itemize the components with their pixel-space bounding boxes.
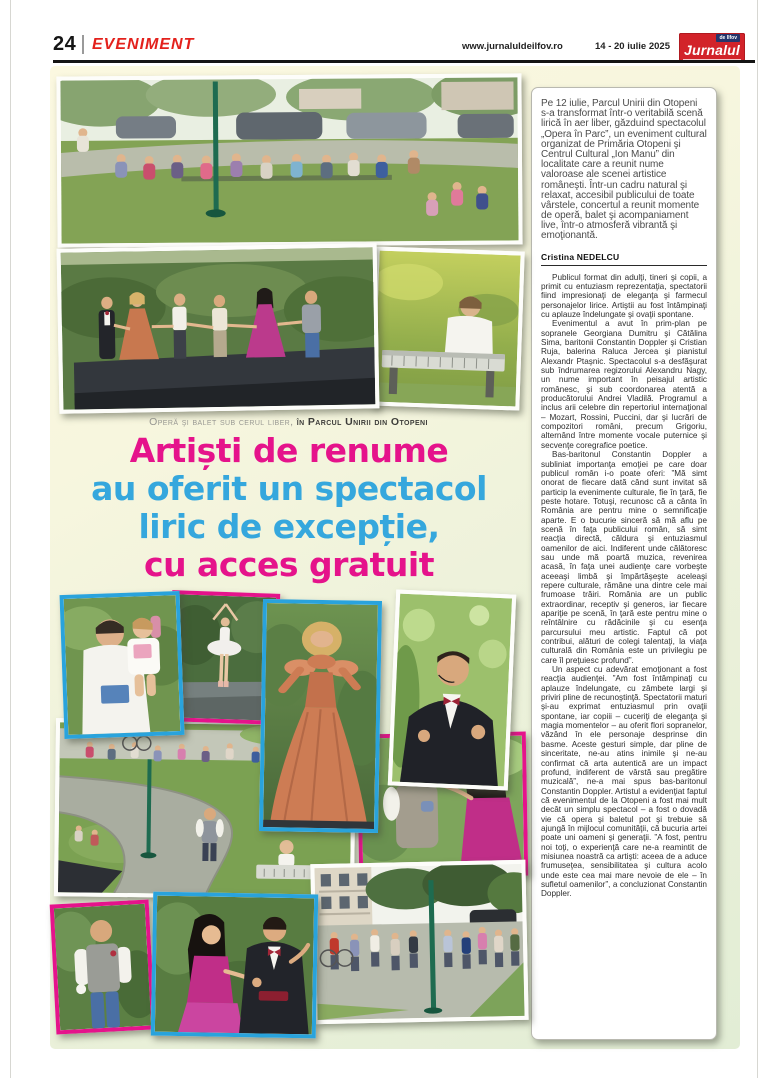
photo-man-with-child [60,591,185,739]
right-edge-line [757,0,758,1078]
headline-line: cu acces gratuit [144,545,434,584]
issue-date: 14 - 20 iulie 2025 [595,41,670,52]
article-byline: Cristina NEDELCU [541,252,707,266]
photo-pianist [370,246,524,410]
photo-soprano-coral-gown [259,599,382,833]
page-number: 24 [53,33,77,55]
headline-line: Artiști de renume [129,431,449,470]
photo-bald-singer-vest [50,899,156,1034]
newspaper-logo [679,33,745,61]
section-title: EVENIMENT [92,36,195,53]
article-paragraph: Evenimentul a avut în prim-plan pe sopranele Georgiana Dumitru şi Cătălina Sima, baritonii Constantin Doppler şi Cristian Ruja, balerina Raluca Jercea şi pianistul Alexandr Ptaşnic. Spectacolul s-a desfăşurat sub îndrumarea regizorului Alexandru Nagy, un nume important în peisajul artistic românesc, şi sub coordonarea atentă a producătorului Andrei Vladilă. Programul a inclus arii celebre din repertoriul internaţional – Mozart, Rossini, Puccini, dar şi lucrări de compozitori români, precum Grigoriu, alternând între momente vocale puternice şi secvenţe coregrafice poetice. [541,319,707,450]
photo-duet-holding-hands [151,892,318,1039]
photo-audience-seated [56,73,522,247]
article-paragraph: Bas-baritonul Constantin Doppler a subliniat importanţa emoţiei pe care doar publicul român i-o poate oferi: ”Mă simt onorat de fiecare dată când sunt invitat să particip la evenimente culturale, fie în ţară, fie peste hotare. Totuşi, recunosc că a cânta în România are pentru mine o semnificaţie aparte. E o bucurie sinceră să mă aflu pe scenă în faţa publicului român, să simt reacţia directă, căldura şi entuziasmul oamenilor de aici. Indiferent unde călătoresc sau unde mă poartă muzica, revenirea acasă, în faţa unei audienţe care vorbeşte aceeaşi limbă şi împărtăşeşte aceleaşi repere culturale, rămâne una dintre cele mai frumoase trăiri. România are un public extraordinar, receptiv şi generos, iar fiecare apariţie pe scenă, în ţară este pentru mine o reîntâlnire cu rădăcinile şi cu esenţa parcursului meu artistic. Faptul că pot contribui, alături de colegi talentaţi, la viaţa culturală din România este un privilegiu pe care îl preţuiesc profund”. [541,450,707,665]
photo-stage-bow [57,243,380,414]
header-rule [53,60,755,63]
photo-caption [55,416,522,428]
article-body [541,273,707,899]
article-paragraph: Un aspect cu adevărat emoţionant a fost reacţia audienţei. ”Am fost întâmpinaţi cu aplauze îndelungate, cu zâmbete largi şi priviri pline de recunoştinţă. Spectatorii maturi şi-au exprimat entuziasmul prin ovaţii spontane, iar copiii – cuceriţi de eleganţa şi magia momentelor – au oferit flori sopranelor, văzând în ele personaje desprinse din basme. Aceste gesturi simple, dar pline de sinceritate, ne-au atins inimile şi ne-au confirmat că arta autentică are un impact profund, indiferent de vârstă sau pregătire muzicală”, ne-a mai spus bas-baritonul Constantin Doppler. Artistul a evidenţiat faptul că evenimentul de la Otopeni a fost mai mult decât un simplu spectacol – a fost o dovadă vie că opera şi baletul pot şi trebuie să ajungă în mijlocul comunităţii, că bucuria artei poate uni oameni şi generaţii. ”A fost, pentru noi toţi, o experienţă care ne-a reamintit de misiunea noastră ca artişti: aceea de a aduce frumuseţea, sensibilitatea şi cultura acolo unde este cea mai mare nevoie de ele – în sufletul oamenilor”, a concluzionat Constantin Doppler. [541,665,707,899]
logo-tagline: de Ilfov [716,34,740,42]
logo-title: Jurnalul [683,42,741,58]
left-edge-line [10,0,11,1078]
photo-standing-crowd [310,860,528,1024]
caption-bold: în Parcul Unirii din Otopeni [293,416,428,428]
article-paragraph: Publicul format din adulţi, tineri şi copii, a primit cu entuziasm reprezentaţia, spectatorii fiind impresionaţi de eleganţa şi farmecul personajelor lirice. Artiştii au fost întâmpinaţi cu aplauze îndelungate şi ovaţii spontane. [541,272,707,319]
article-intro: Pe 12 iulie, Parcul Unirii din Otopeni s-a transformat într-o veritabilă scenă lirică în aer liber, găzduind spectacolul „Opera în Parc”, un eveniment cultural organizat de Primăria Otopeni şi Centrul Cultural „Ion Manu” din localitate care a reunit nume valoroase ale scenei artistice româneşti. Într-un cadru natural şi relaxat, accesibil publicului de toate vârstele, concertul a reunit momente de operă, balet şi acompaniament live, într-o atmosferă vibrantă şi emoţionantă. [541,98,707,242]
headline [48,432,530,584]
headline-line: liric de excepție, [138,507,440,546]
photo-baritone-red-bowtie [388,589,516,790]
caption-light: Operă şi balet sub cerul liber, [149,416,294,428]
website-url: www.jurnaluldeilfov.ro [462,41,563,52]
article-box [531,87,717,1040]
header-divider [82,35,84,54]
headline-line: au oferit un spectacol [91,469,487,508]
